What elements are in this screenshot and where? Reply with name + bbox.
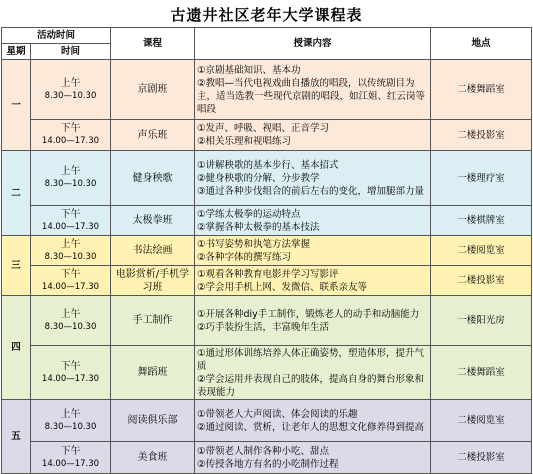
- period-label: 下午: [60, 268, 81, 280]
- weekday-cell: 四: [2, 296, 31, 400]
- time-cell: [31, 400, 111, 442]
- content-line: ②相关乐理和视唱练习: [197, 136, 292, 147]
- course-content: [195, 206, 431, 236]
- time-cell: [31, 206, 111, 236]
- location-cell: 一楼阳光房: [431, 296, 532, 346]
- table-row: [2, 266, 532, 296]
- time-range: 14.00—17.30: [41, 136, 100, 146]
- course-name: 京剧班: [111, 60, 195, 120]
- content-line: ②通过阅读、赏析，让老年人的思想文化修养得到提高: [197, 421, 425, 433]
- course-name: 健身秧歌: [111, 151, 195, 206]
- period-label: 上午: [60, 238, 81, 250]
- course-name: 舞蹈班: [111, 346, 195, 400]
- course-content: [195, 346, 431, 400]
- time-cell: [31, 266, 111, 296]
- content-line: ①书写姿势和执笔方法掌握: [197, 238, 311, 250]
- weekday-cell: 五: [2, 400, 31, 474]
- period-label: 下午: [60, 123, 81, 134]
- time-cell: [31, 296, 111, 346]
- content-line: ①带领老人制作各种小吃、甜点: [197, 445, 330, 457]
- content-line: ②掌握各种太极拳的基本技法: [197, 221, 320, 233]
- location-cell: 二楼舞蹈室: [431, 60, 532, 120]
- location-cell: 二楼舞蹈室: [431, 346, 532, 400]
- content-line: ①京剧基础知识、基本功: [197, 64, 301, 76]
- location-cell: 二楼投影室: [431, 120, 532, 151]
- header-course: 课程: [111, 28, 195, 60]
- course-content: [195, 400, 431, 442]
- table-row: [2, 60, 532, 120]
- period-label: 上午: [60, 166, 81, 177]
- content-line: ①开展各种diy手工制作，锻炼老人的动手和动脑能力: [197, 308, 420, 320]
- time-range: 14.00—17.30: [41, 221, 100, 232]
- course-content: [195, 266, 431, 296]
- time-range: 8.30—10.30: [44, 90, 97, 101]
- period-label: 下午: [60, 445, 81, 457]
- table-row: [2, 151, 532, 206]
- time-range: 8.30—10.30: [44, 179, 97, 189]
- time-range: 8.30—10.30: [44, 321, 97, 332]
- course-name: 声乐班: [111, 120, 195, 151]
- content-line: ①讲解秧歌的基本步行、基本招式: [197, 159, 339, 171]
- time-cell: [31, 346, 111, 400]
- header-location: 地点: [431, 28, 532, 60]
- period-label: 上午: [60, 308, 81, 320]
- content-line: ②教唱—当代电视戏曲自播放的唱段，以传统剧目为主，适当选教一些现代京剧的唱段，如江姐、红云岗等唱段: [197, 77, 426, 115]
- content-line: ①通过形体训练培养人体正确姿势，塑造体形，提升气质: [197, 347, 425, 372]
- course-name: 手工制作: [111, 296, 195, 346]
- table-row: [2, 442, 532, 474]
- table-row: [2, 296, 532, 346]
- course-schedule-table: [1, 27, 532, 474]
- course-name: 太极拳班: [111, 206, 195, 236]
- content-line: ①观看各种教育电影并学习写影评: [197, 268, 339, 280]
- content-line: ②健身秧歌的分解、分步教学: [197, 172, 320, 184]
- content-line: ②传授各地方有名的小吃制作过程: [197, 458, 339, 470]
- location-cell: 一楼棋牌室: [431, 206, 532, 236]
- header-activity-time: 活动时间: [2, 28, 111, 44]
- course-name: 电影赏析/手机学习班: [111, 266, 195, 296]
- course-content: [195, 60, 431, 120]
- period-label: 下午: [60, 208, 81, 220]
- course-name: 书法绘画: [111, 236, 195, 266]
- time-cell: [31, 151, 111, 206]
- table-row: [2, 120, 532, 151]
- location-cell: 二楼投影室: [431, 266, 532, 296]
- weekday-cell: 三: [2, 236, 31, 296]
- content-line: ②学会运用并表现自己的肢体，提高自身的舞台形象和表现能力: [197, 373, 425, 398]
- course-name: 美食班: [111, 442, 195, 474]
- time-cell: [31, 60, 111, 120]
- content-line: ②各种字体的撰写练习: [197, 251, 292, 263]
- weekday-cell: 二: [2, 151, 31, 236]
- course-content: [195, 120, 431, 151]
- table-row: [2, 236, 532, 266]
- time-range: 14.00—17.30: [41, 373, 100, 384]
- table-row: [2, 206, 532, 236]
- location-cell: 二楼阅览室: [431, 400, 532, 442]
- period-label: 下午: [60, 360, 81, 372]
- weekday-cell: 一: [2, 60, 31, 151]
- period-label: 上午: [60, 77, 81, 89]
- content-line: ①学练太极拳的运动特点: [197, 208, 301, 220]
- header-time: 时间: [31, 44, 111, 60]
- content-line: ②巧手装扮生活，丰富晚年生活: [197, 321, 330, 333]
- time-cell: [31, 442, 111, 474]
- content-line: ①带领老人大声阅读、体会阅读的乐趣: [197, 408, 358, 420]
- course-content: [195, 151, 431, 206]
- content-line: ①发声、呼吸、视唱、正音学习: [197, 123, 330, 134]
- time-range: 8.30—10.30: [44, 421, 97, 432]
- location-cell: 二楼阅览室: [431, 236, 532, 266]
- period-label: 上午: [60, 408, 81, 420]
- time-range: 14.00—17.30: [41, 458, 100, 469]
- table-row: [2, 400, 532, 442]
- time-cell: [31, 236, 111, 266]
- location-cell: 二楼投影室: [431, 442, 532, 474]
- time-range: 14.00—17.30: [41, 281, 100, 292]
- location-cell: 一楼理疗室: [431, 151, 532, 206]
- course-name: 阅读俱乐部: [111, 400, 195, 442]
- course-content: [195, 442, 431, 474]
- header-content: 授课内容: [195, 28, 431, 60]
- page-title: 古遗井社区老年大学课程表: [170, 6, 363, 24]
- time-range: 8.30—10.30: [44, 251, 97, 262]
- course-content: [195, 236, 431, 266]
- content-line: ③通过各种步伐组合的前后左右的变化，增加腿部力量: [197, 185, 425, 197]
- time-cell: [31, 120, 111, 151]
- content-line: ②学会用手机上网、发微信、联系亲友等: [197, 281, 368, 293]
- header-weekday: 星期: [2, 44, 31, 60]
- course-content: [195, 296, 431, 346]
- table-row: [2, 346, 532, 400]
